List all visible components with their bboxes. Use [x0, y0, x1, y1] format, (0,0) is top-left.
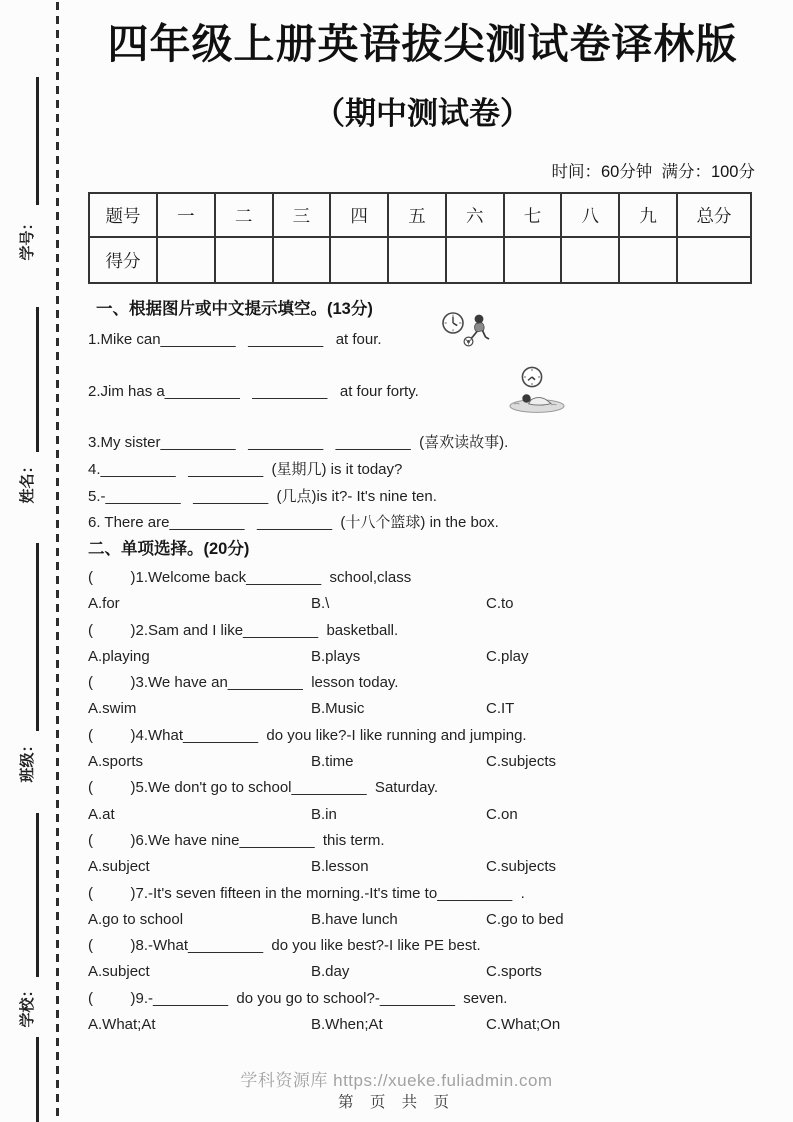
mc-question-8: ( )8.-What_________ do you like best?-I like PE best.	[88, 937, 481, 955]
mc-question-3: ( )3.We have an_________ lesson today.	[88, 674, 399, 692]
student-id-write-line	[36, 77, 39, 205]
mc-question-2: ( )2.Sam and I like_________ basketball.	[88, 621, 399, 639]
score-table-score-row	[89, 237, 751, 283]
option-b: B.lesson	[311, 858, 369, 876]
score-table-header-cell: 八	[561, 193, 619, 237]
option-a: A.go to school	[88, 910, 184, 928]
school-label: 学校：	[19, 982, 36, 1028]
school-write-line	[36, 813, 39, 977]
score-table-header-row	[89, 193, 751, 237]
score-cell	[504, 237, 562, 283]
mc-question-9: ( )9.-_________ do you go to school?-_________ seven.	[88, 989, 508, 1007]
class-write-line	[36, 543, 39, 731]
option-b: B.time	[311, 753, 354, 771]
option-c: C.subjects	[486, 753, 557, 771]
option-b: B.have lunch	[311, 910, 398, 928]
score-table-header-cell: 七	[504, 193, 562, 237]
mc-options-6	[88, 854, 757, 880]
score-cell	[619, 237, 677, 283]
option-a: A.What;At	[88, 1016, 156, 1034]
question-5: 5.-_________ _________ (几点)is it?- It's nine ten.	[88, 488, 437, 505]
paper-subtitle: （期中测试卷）	[314, 96, 531, 131]
question-6: 6. There are_________ _________ (十八个篮球) in the box.	[88, 514, 499, 531]
mc-options-1	[88, 591, 757, 617]
clock-and-football-illustration	[441, 310, 497, 358]
option-a: A.subject	[88, 963, 150, 981]
score-table-header-cell: 题号	[89, 193, 157, 237]
option-a: A.swim	[88, 700, 137, 718]
football-player-icon	[464, 315, 489, 346]
score-row-label: 得分	[89, 237, 157, 283]
score-cell	[561, 237, 619, 283]
question-1: 1.Mike can_________ _________ at four.	[88, 331, 382, 348]
score-cell	[330, 237, 388, 283]
option-c: C.subjects	[486, 858, 557, 876]
score-cell	[273, 237, 331, 283]
question-2: 2.Jim has a_________ _________ at four forty.	[88, 383, 419, 400]
student-id-label: 学号：	[19, 215, 36, 261]
option-c: C.sports	[486, 963, 542, 981]
mc-options-3	[88, 696, 757, 722]
mc-options-5	[88, 802, 757, 828]
clock-and-swimming-illustration	[506, 366, 568, 416]
option-c: C.play	[486, 647, 529, 665]
section-one-heading: 一、根据图片或中文提示填空。(13分)	[96, 300, 373, 318]
option-c: C.IT	[486, 700, 515, 718]
score-table-header-cell: 二	[215, 193, 273, 237]
score-table-header-cell: 九	[619, 193, 677, 237]
section-multiple-choice	[88, 538, 757, 1038]
swimmer-icon	[510, 394, 564, 412]
option-a: A.for	[88, 595, 120, 613]
name-label: 姓名：	[19, 458, 36, 504]
mc-question-6: ( )6.We have nine_________ this term.	[88, 831, 385, 849]
paper-title: 四年级上册英语拔尖测试卷译林版	[107, 21, 738, 67]
option-b: B.When;At	[311, 1016, 383, 1034]
score-table-header-cell: 六	[446, 193, 504, 237]
score-table-header-cell: 三	[273, 193, 331, 237]
score-cell	[677, 237, 751, 283]
question-4: 4._________ _________ (星期几) is it today?	[88, 461, 403, 478]
mc-question-7: ( )7.-It's seven fifteen in the morning.-It's time to_________ .	[88, 884, 525, 902]
option-b: B.in	[311, 805, 337, 823]
option-b: B.\	[311, 595, 330, 613]
option-a: A.sports	[88, 753, 144, 771]
score-cell	[157, 237, 215, 283]
option-a: A.at	[88, 805, 115, 823]
binding-dashed-line	[56, 2, 59, 1120]
option-a: A.playing	[88, 647, 150, 665]
option-c: C.go to bed	[486, 910, 564, 928]
option-b: B.day	[311, 963, 350, 981]
option-b: B.plays	[311, 647, 361, 665]
score-cell	[446, 237, 504, 283]
clock-icon	[522, 367, 541, 386]
score-table	[88, 192, 752, 284]
score-cell	[215, 237, 273, 283]
mc-options-8	[88, 959, 757, 985]
score-table-header-cell: 四	[330, 193, 388, 237]
option-c: C.to	[486, 595, 514, 613]
class-label: 班级：	[19, 737, 36, 783]
question-3: 3.My sister_________ _________ _________ (喜欢读故事).	[88, 434, 509, 451]
score-table-header-cell: 总分	[677, 193, 751, 237]
option-b: B.Music	[311, 700, 365, 718]
clock-icon	[443, 313, 463, 333]
mc-question-4: ( )4.What_________ do you like?-I like running and jumping.	[88, 726, 527, 744]
score-table-header-cell: 五	[388, 193, 446, 237]
footer-page-info: 第 页 共 页	[338, 1094, 455, 1111]
section-two-heading: 二、单项选择。(20分)	[88, 540, 250, 558]
option-c: C.on	[486, 805, 518, 823]
mc-options-4	[88, 749, 757, 775]
score-cell	[388, 237, 446, 283]
option-c: C.What;On	[486, 1016, 561, 1034]
time-and-score-info: 时间：60分钟 满分：100分	[551, 163, 755, 181]
section-fill-in-blanks	[88, 298, 757, 533]
footer-source: 学科资源库 https://xueke.fuliadmin.com	[240, 1071, 553, 1090]
mc-question-1: ( )1.Welcome back_________ school,class	[88, 569, 412, 586]
mc-question-5: ( )5.We don't go to school_________ Saturday.	[88, 779, 439, 797]
mc-options-9	[88, 1012, 757, 1038]
option-a: A.subject	[88, 858, 150, 876]
paper-content	[88, 0, 757, 1034]
score-table-header-cell: 一	[157, 193, 215, 237]
mc-options-2	[88, 644, 757, 670]
name-write-line	[36, 307, 39, 452]
mc-options-7	[88, 907, 757, 933]
